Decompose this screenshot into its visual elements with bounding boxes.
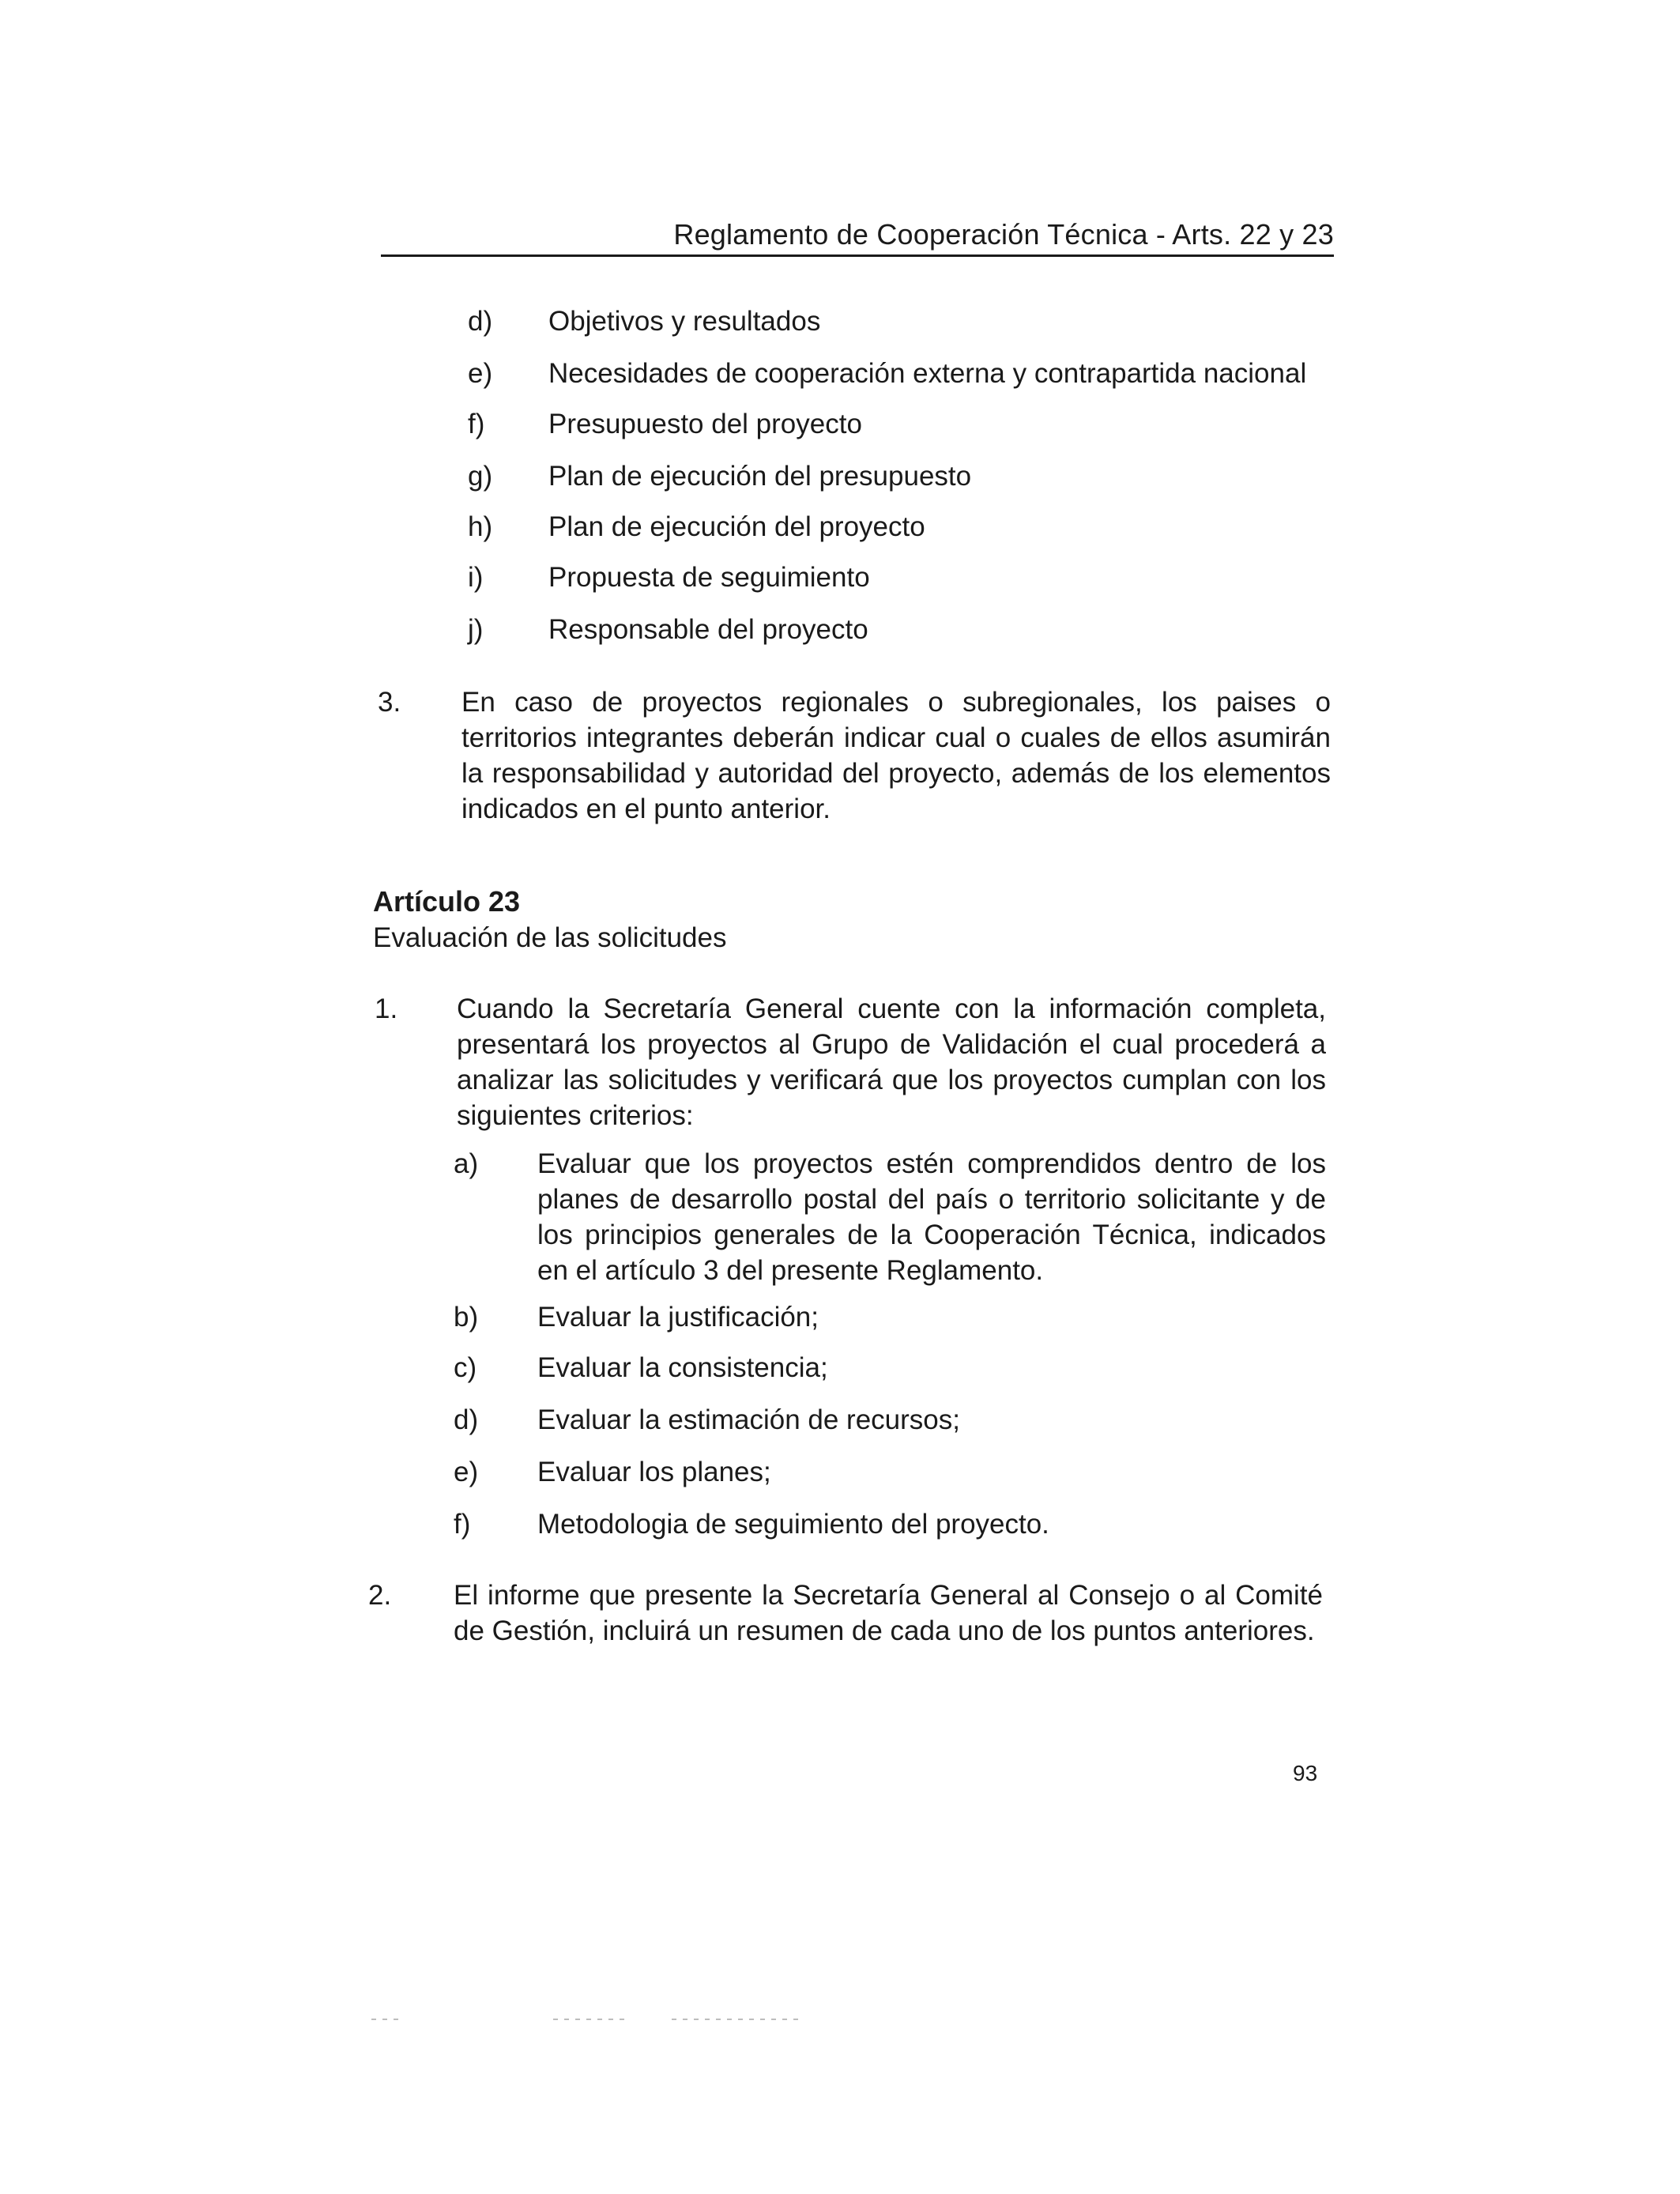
list-item-text: Presupuesto del proyecto (548, 409, 862, 439)
list-item-label: d) (468, 306, 493, 337)
page-number: 93 (1293, 1761, 1318, 1785)
running-header: Reglamento de Cooperación Técnica - Arts. 22 y 23 (673, 218, 1334, 251)
paragraph: El informe que presente la Secretaría General al Consejo o al Comité de Gestión, incluirá un resumen de cada uno de los puntos anteriores. (454, 1580, 1323, 1646)
article-title: Artículo 23 (373, 885, 521, 918)
list-item-label: i) (468, 562, 484, 593)
list-item-label: e) (468, 358, 493, 389)
scan-artifact (672, 2019, 798, 2020)
list-item-label: j) (468, 614, 484, 645)
list-item-label: a) (454, 1148, 479, 1179)
list-item-text: Evaluar la estimación de recursos; (537, 1404, 960, 1435)
list-item-text: Propuesta de seguimiento (548, 562, 870, 593)
list-item-label: f) (454, 1509, 471, 1540)
list-item-text: Evaluar la justificación; (537, 1302, 819, 1333)
list-item-text: Plan de ejecución del proyecto (548, 511, 925, 542)
list-item-label: f) (468, 409, 485, 439)
list-item-text: Evaluar la consistencia; (537, 1352, 828, 1383)
list-item-text: Evaluar que los proyectos estén comprendidos dentro de los planes de desarrollo postal del país o territorio solicitante y de los principios generales de la Cooperación Técnica, indicados en el artículo 3 del presente Reglamento. (537, 1148, 1326, 1286)
list-item-text: Metodologia de seguimiento del proyecto. (537, 1509, 1049, 1540)
scan-artifact (553, 2019, 624, 2020)
point-number: 3. (378, 687, 401, 718)
list-item-text: Responsable del proyecto (548, 614, 868, 645)
list-item-text: Plan de ejecución del presupuesto (548, 461, 972, 492)
list-item-text: Necesidades de cooperación externa y contrapartida nacional (548, 358, 1307, 389)
paragraph: En caso de proyectos regionales o subregionales, los paises o territorios integrantes deberán indicar cual o cuales de ellos asumirán la responsabilidad y autoridad del proyecto, además de los elementos indicados en el punto anterior. (461, 687, 1331, 824)
point-number: 1. (375, 993, 398, 1024)
point-number: 2. (368, 1580, 392, 1611)
scan-artifact (371, 2019, 403, 2020)
list-item-text: Objetivos y resultados (548, 306, 821, 337)
list-item-label: b) (454, 1302, 479, 1333)
list-item-label: g) (468, 461, 493, 492)
list-item-label: c) (454, 1352, 477, 1383)
list-item-label: d) (454, 1404, 479, 1435)
header-rule (381, 254, 1334, 257)
paragraph: Cuando la Secretaría General cuente con la información completa, presentará los proyectos al Grupo de Validación el cual procederá a analizar las solicitudes y verificará que los proyectos cumplan con los siguientes criterios: (457, 993, 1326, 1131)
list-item-text: Evaluar los planes; (537, 1457, 771, 1487)
list-item-label: h) (468, 511, 493, 542)
article-subtitle: Evaluación de las solicitudes (373, 922, 727, 953)
list-item-label: e) (454, 1457, 479, 1487)
